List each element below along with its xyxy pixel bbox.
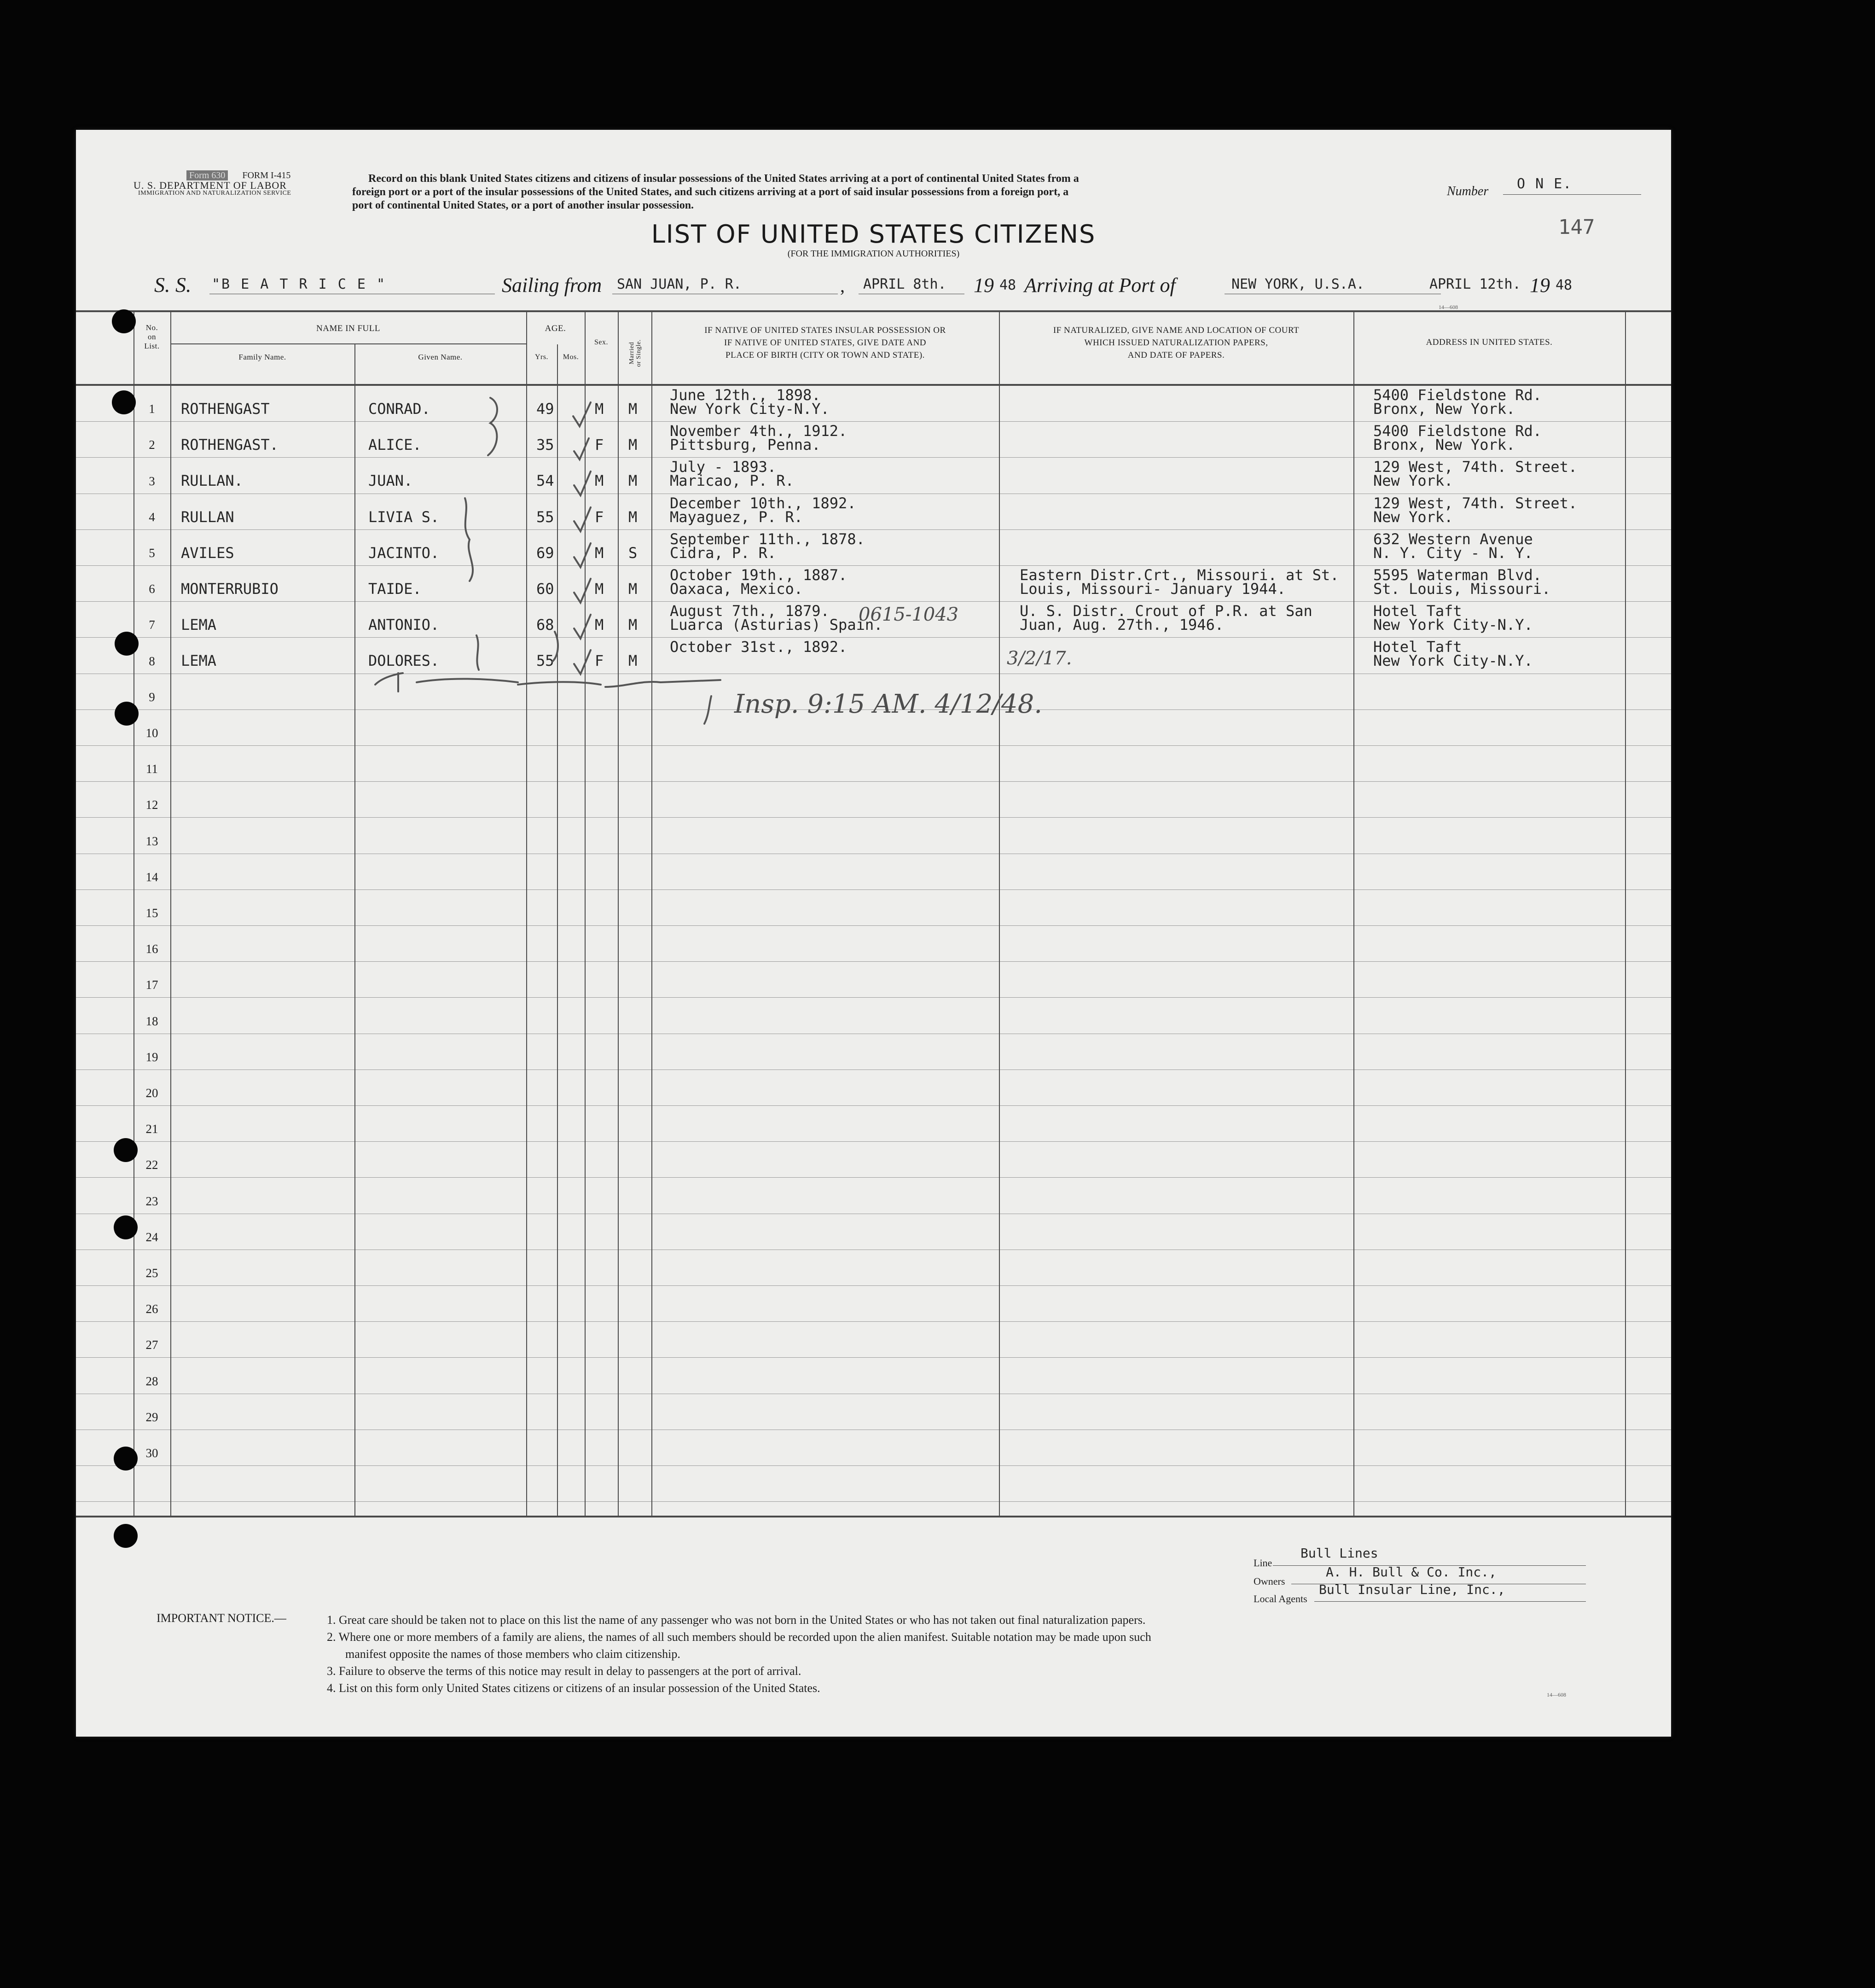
sex-cell: F <box>595 652 604 669</box>
header-yrs: Yrs. <box>534 353 549 361</box>
row-number: 22 <box>145 1158 158 1172</box>
address-cell-line: 5400 Fieldstone Rd. <box>1373 386 1542 404</box>
birth-cell-line: June 12th., 1898. <box>670 386 821 404</box>
birth-cell-line: December 10th., 1892. <box>670 494 856 512</box>
ship-name: "B E A T R I C E " <box>212 276 387 292</box>
given-name-cell: CONRAD. <box>368 400 430 418</box>
sex-cell: F <box>595 508 604 526</box>
owners-label: Owners <box>1254 1575 1285 1587</box>
address-cell-line: New York. <box>1373 472 1453 489</box>
birth-cell-line: October 31st., 1892. <box>670 638 848 656</box>
sex-cell: M <box>595 616 604 634</box>
line-value: Bull Lines <box>1300 1546 1378 1561</box>
row-rule <box>76 1177 1671 1178</box>
header-given-name: Given Name. <box>418 353 463 361</box>
page-number: 147 <box>1558 215 1595 239</box>
row-rule <box>76 817 1671 818</box>
header-name-in-full: NAME IN FULL <box>316 324 380 333</box>
notice-title <box>157 1611 286 1625</box>
sailing-label: Sailing from <box>502 274 602 296</box>
row-number: 4 <box>149 510 155 524</box>
line-label: Line <box>1254 1557 1272 1569</box>
header-family-name: Family Name. <box>238 353 286 361</box>
age-years-cell: 35 <box>536 436 554 453</box>
row-rule <box>76 1105 1671 1106</box>
sex-cell: M <box>595 544 604 562</box>
handwritten-inspection: Insp. 9:15 AM. 4/12/48. <box>734 689 1042 719</box>
naturalization-cell-line: Louis, Missouri- January 1944. <box>1020 580 1286 598</box>
given-name-cell: DOLORES. <box>368 652 440 669</box>
family-name-cell: LEMA <box>181 616 217 634</box>
marital-status-cell: M <box>628 436 638 453</box>
marital-status-cell: M <box>628 652 638 669</box>
naturalization-cell-line: Juan, Aug. 27th., 1946. <box>1020 616 1224 634</box>
table-row <box>76 385 1671 421</box>
header-mos: Mos. <box>563 353 579 361</box>
row-number: 20 <box>145 1086 158 1100</box>
row-number: 15 <box>145 906 158 920</box>
notice-item: 4. List on this form only United States citizens or citizens of an insular possession of the United States. <box>327 1681 820 1695</box>
address-cell-line: St. Louis, Missouri. <box>1373 580 1551 598</box>
row-number: 8 <box>149 654 155 668</box>
table-row <box>76 529 1671 565</box>
birth-cell-line: Cidra, P. R. <box>670 544 777 562</box>
row-number: 7 <box>149 618 155 632</box>
signature-tail-icon <box>704 696 711 724</box>
age-years-cell: 55 <box>536 652 554 669</box>
naturalization-cell-line: Eastern Distr.Crt., Missouri. at St. <box>1020 566 1339 584</box>
punch-hole <box>114 1447 138 1471</box>
age-years-cell: 49 <box>536 400 554 418</box>
notice-list <box>327 1611 1151 1697</box>
given-name-cell: TAIDE. <box>368 580 422 598</box>
header-age: AGE. <box>545 324 566 333</box>
row-number: 19 <box>145 1050 158 1064</box>
marital-status-cell: M <box>628 472 638 489</box>
family-name-cell: RULLAN <box>181 508 234 526</box>
row-number: 3 <box>149 474 155 488</box>
arrival-year: 48 <box>1556 277 1573 293</box>
address-cell-line: Bronx, New York. <box>1373 400 1515 418</box>
address-cell-line: 129 West, 74th. Street. <box>1373 458 1578 476</box>
header-birth-line: IF NATIVE OF UNITED STATES, GIVE DATE AND <box>724 338 927 348</box>
punch-hole <box>112 390 136 414</box>
table-row <box>76 637 1671 673</box>
row-number: 29 <box>145 1410 158 1424</box>
footer-code: 14—608 <box>1547 1692 1566 1698</box>
given-name-cell: ANTONIO. <box>368 616 440 634</box>
form-id: Form 630 <box>186 170 228 180</box>
birth-cell-line: July - 1893. <box>670 458 777 476</box>
birth-cell-line: Mayaguez, P. R. <box>670 508 803 526</box>
address-cell-line: Hotel Taft <box>1373 602 1462 620</box>
marital-status-cell: M <box>628 400 638 418</box>
header-naturalized-line: IF NATURALIZED, GIVE NAME AND LOCATION OF COURT <box>1053 326 1300 335</box>
notice-item: 1. Great care should be taken not to place on this list the name of any passenger who was not born in the United States or who has not taken out final naturalization papers. <box>327 1613 1146 1627</box>
birth-cell-line: August 7th., 1879. <box>670 602 830 620</box>
notice-item: 2. Where one or more members of a family are aliens, the names of all such members should be recorded upon the alien manifest. Suitable notation may be made upon such <box>327 1630 1151 1644</box>
row-number: 16 <box>145 942 158 956</box>
header-naturalized-line: AND DATE OF PAPERS. <box>1127 350 1225 360</box>
header-birth <box>651 324 999 361</box>
row-number: 2 <box>149 438 155 452</box>
agents-value: Bull Insular Line, Inc., <box>1319 1582 1505 1597</box>
header-married-line: or Single. <box>635 339 642 367</box>
address-cell-line: New York City-N.Y. <box>1373 616 1533 634</box>
header-birth-line: PLACE OF BIRTH (CITY OR TOWN AND STATE). <box>726 350 925 360</box>
age-years-cell: 60 <box>536 580 554 598</box>
marital-status-cell: S <box>628 544 638 562</box>
marital-status-cell: M <box>628 616 638 634</box>
number-value: O N E. <box>1517 176 1573 192</box>
given-name-cell: JACINTO. <box>368 544 440 562</box>
age-years-cell: 69 <box>536 544 554 562</box>
punch-hole <box>114 1215 138 1239</box>
family-name-cell: LEMA <box>181 652 217 669</box>
header-naturalized <box>999 324 1353 361</box>
ss-label: S. S. <box>154 273 192 296</box>
arrival-port: NEW YORK, U.S.A. <box>1231 276 1364 292</box>
header-birth-line: IF NATIVE OF UNITED STATES INSULAR POSSESSION OR <box>704 326 946 335</box>
birth-cell-line: New York City-N.Y. <box>670 400 830 418</box>
row-rule <box>76 925 1671 926</box>
family-name-cell: RULLAN. <box>181 472 243 489</box>
punch-hole <box>114 1138 138 1162</box>
header-no-line: on <box>148 332 156 341</box>
row-number: 23 <box>145 1194 158 1208</box>
sex-cell: M <box>595 580 604 598</box>
row-number: 17 <box>145 978 158 992</box>
form-id-2: FORM I-415 <box>242 170 291 180</box>
page-title: LIST OF UNITED STATES CITIZENS <box>651 220 1096 249</box>
service-name: IMMIGRATION AND NATURALIZATION SERVICE <box>138 190 291 197</box>
table-top-border <box>76 310 1671 312</box>
handwritten-file-number: 0615-1043 <box>859 604 959 625</box>
owners-value: A. H. Bull & Co. Inc., <box>1326 1564 1497 1580</box>
notice-item: 3. Failure to observe the terms of this notice may result in delay to passengers at the port of arrival. <box>327 1664 801 1678</box>
marital-status-cell: M <box>628 580 638 598</box>
row-number: 9 <box>149 690 155 704</box>
row-rule <box>76 1465 1671 1466</box>
family-name-cell: MONTERRUBIO <box>181 580 279 598</box>
row-rule <box>76 1285 1671 1286</box>
address-cell-line: N. Y. City - N. Y. <box>1373 544 1533 562</box>
sex-cell: M <box>595 400 604 418</box>
row-number: 26 <box>145 1302 158 1316</box>
instruction-line: Record on this blank United States citizens and citizens of insular possessions of the United States arriving at a port of continental United States from a <box>368 173 1079 185</box>
row-number: 13 <box>145 834 158 848</box>
handwritten-date: 3/2/17. <box>1007 648 1072 669</box>
table-bottom-border <box>76 1516 1671 1517</box>
header-no-line: No. <box>145 323 158 332</box>
sex-cell: M <box>595 472 604 489</box>
table-row <box>76 421 1671 457</box>
sex-cell: F <box>595 436 604 453</box>
row-rule <box>76 745 1671 746</box>
row-number: 18 <box>145 1014 158 1028</box>
family-name-cell: AVILES <box>181 544 234 562</box>
subheader-line <box>170 343 527 344</box>
birth-cell-line: November 4th., 1912. <box>670 422 848 440</box>
age-years-cell: 55 <box>536 508 554 526</box>
row-rule <box>76 1501 1671 1502</box>
punch-hole <box>114 1524 138 1548</box>
header-address: ADDRESS IN UNITED STATES. <box>1426 337 1553 347</box>
row-number: 24 <box>145 1230 158 1244</box>
header-married-line: Married <box>628 342 635 365</box>
row-number: 12 <box>145 798 158 812</box>
instruction-line: foreign port or a port of the insular possessions of the United States, and such citizens arriving at a port of said insular possessions from a foreign port, a <box>352 186 1069 198</box>
agents-underline <box>1314 1601 1586 1602</box>
table-row <box>76 565 1671 601</box>
arrival-year-prefix: 19 <box>1530 274 1550 296</box>
sailing-year-prefix: 19 <box>974 274 994 296</box>
given-name-cell: JUAN. <box>368 472 413 489</box>
row-number: 30 <box>145 1446 158 1460</box>
address-cell-line: Bronx, New York. <box>1373 436 1515 453</box>
header-naturalized-line: WHICH ISSUED NATURALIZATION PAPERS, <box>1084 338 1268 348</box>
department-name: U. S. DEPARTMENT OF LABOR <box>134 180 287 191</box>
birth-cell-line: Maricao, P. R. <box>670 472 794 489</box>
table-row <box>76 457 1671 493</box>
table-row <box>76 494 1671 529</box>
punch-hole <box>112 309 136 333</box>
family-name-cell: ROTHENGAST <box>181 400 270 418</box>
row-number: 14 <box>145 870 158 884</box>
header-no-line: List. <box>144 342 160 350</box>
comma-sep: , <box>840 275 845 296</box>
notice-dash: — <box>274 1611 286 1625</box>
row-rule <box>76 889 1671 890</box>
row-number: 11 <box>146 762 158 776</box>
sailing-port: SAN JUAN, P. R. <box>617 276 742 292</box>
row-number: 5 <box>149 546 155 560</box>
agents-label: Local Agents <box>1254 1593 1307 1604</box>
family-name-cell: ROTHENGAST. <box>181 436 279 453</box>
number-label: Number <box>1447 184 1489 198</box>
header-married-single <box>628 337 642 369</box>
age-years-cell: 54 <box>536 472 554 489</box>
birth-cell-line: Pittsburg, Penna. <box>670 436 821 453</box>
address-cell-line: Hotel Taft <box>1373 638 1462 656</box>
row-number: 6 <box>149 582 155 596</box>
given-name-cell: LIVIA S. <box>368 508 440 526</box>
header-no <box>134 323 170 351</box>
instruction-line: port of continental United States, or a port of another insular possession. <box>352 199 694 211</box>
row-rule <box>76 781 1671 782</box>
naturalization-cell-line: U. S. Distr. Crout of P.R. at San <box>1020 602 1312 620</box>
inspector-signature-icon <box>375 673 720 692</box>
address-cell-line: 5595 Waterman Blvd. <box>1373 566 1542 584</box>
page-subtitle: (FOR THE IMMIGRATION AUTHORITIES) <box>787 249 960 259</box>
row-rule <box>76 1141 1671 1142</box>
row-rule <box>76 997 1671 998</box>
birth-cell-line: October 19th., 1887. <box>670 566 848 584</box>
manifest-sheet <box>76 130 1671 1737</box>
age-years-cell: 68 <box>536 616 554 634</box>
number-underline <box>1503 194 1641 195</box>
address-cell-line: 5400 Fieldstone Rd. <box>1373 422 1542 440</box>
row-number: 1 <box>149 402 155 416</box>
punch-hole <box>115 702 139 726</box>
marital-status-cell: M <box>628 508 638 526</box>
arrival-date: APRIL 12th. <box>1429 276 1521 292</box>
birth-cell-line: September 11th., 1878. <box>670 530 865 548</box>
row-number: 10 <box>145 726 158 740</box>
address-cell-line: 632 Western Avenue <box>1373 530 1533 548</box>
row-number: 21 <box>145 1122 158 1136</box>
punch-hole <box>115 632 139 656</box>
birth-cell-line: Oaxaca, Mexico. <box>670 580 803 598</box>
row-number: 28 <box>145 1374 158 1388</box>
header-sex: Sex. <box>594 338 608 346</box>
row-rule <box>76 1357 1671 1358</box>
instructions <box>352 172 1079 212</box>
row-rule <box>76 1321 1671 1322</box>
address-cell-line: 129 West, 74th. Street. <box>1373 494 1578 512</box>
printer-mark: 14—608 <box>1439 304 1458 310</box>
notice-item: manifest opposite the names of those members who claim citizenship. <box>345 1647 680 1661</box>
address-cell-line: New York City-N.Y. <box>1373 652 1533 669</box>
row-rule <box>76 961 1671 962</box>
address-cell-line: New York. <box>1373 508 1453 526</box>
notice-title-text: IMPORTANT NOTICE. <box>157 1611 274 1625</box>
sailing-date: APRIL 8th. <box>863 276 946 292</box>
birth-cell-line: Luarca (Asturias) Spain. <box>670 616 883 634</box>
given-name-cell: ALICE. <box>368 436 422 453</box>
row-number: 27 <box>145 1338 158 1352</box>
row-number: 25 <box>145 1266 158 1280</box>
sailing-year: 48 <box>999 277 1016 293</box>
arriving-label: Arriving at Port of <box>1024 274 1176 296</box>
